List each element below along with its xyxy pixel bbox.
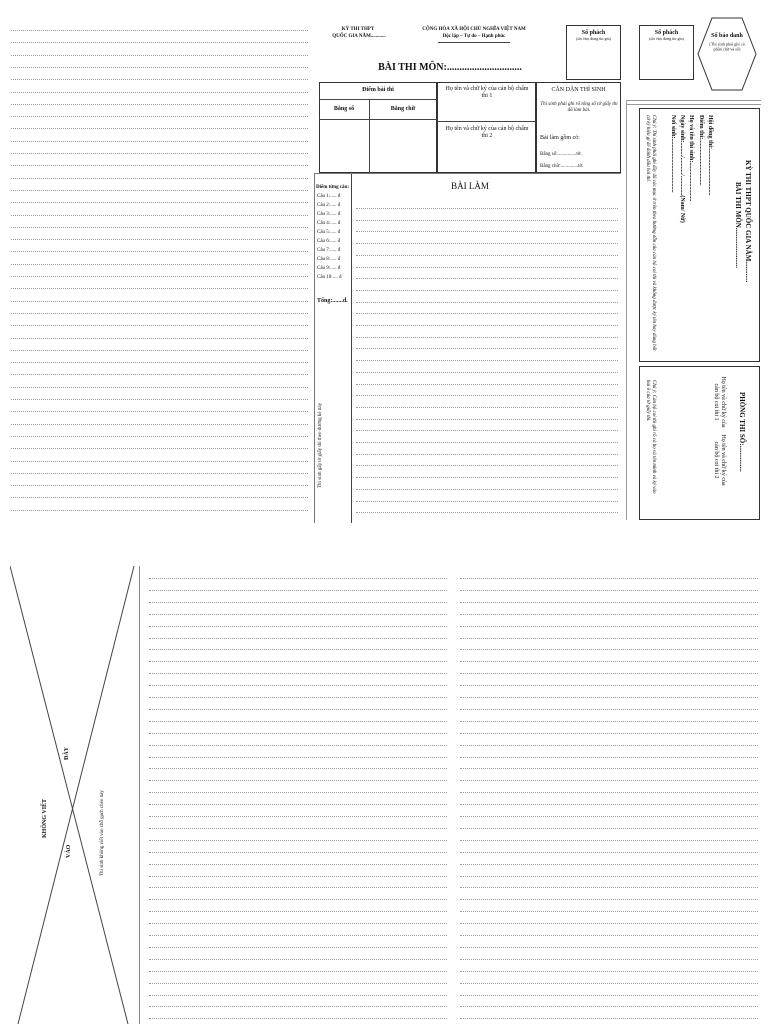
ruled-line — [11, 202, 308, 203]
question-score-5[interactable]: Câu 5:..... đ — [317, 230, 341, 235]
ruled-line — [11, 215, 308, 216]
ruled-line — [11, 276, 308, 277]
question-score-8[interactable]: Câu 8:..... đ — [317, 257, 341, 262]
so-phach-box-2[interactable] — [639, 25, 694, 80]
ruled-line — [11, 288, 308, 289]
ruled-line — [11, 251, 308, 252]
ruled-line — [460, 1018, 758, 1019]
ruled-line — [356, 302, 618, 303]
ruled-line — [11, 227, 308, 228]
ruled-line — [149, 911, 447, 912]
question-score-10[interactable]: Câu 10:.... đ — [317, 275, 342, 280]
no-write-word-3: ĐÂY — [64, 747, 70, 760]
ruled-line — [460, 626, 758, 627]
ruled-line — [11, 239, 308, 240]
ruled-line — [460, 638, 758, 639]
question-score-7[interactable]: Câu 7:..... đ — [317, 248, 341, 253]
side-divider-top-2 — [626, 104, 761, 105]
ruled-line — [149, 649, 447, 650]
ruled-line — [11, 374, 308, 375]
ruled-line — [149, 614, 447, 615]
ruled-line — [356, 313, 618, 314]
ruled-line — [11, 350, 308, 351]
ruled-line — [11, 55, 308, 56]
score-col-words: Bằng chữ — [390, 106, 416, 112]
score-words-field[interactable] — [370, 120, 436, 172]
ruled-line — [149, 661, 447, 662]
ruled-line — [11, 165, 308, 166]
score-number-field[interactable] — [320, 120, 368, 172]
ruled-line — [149, 923, 447, 924]
ruled-line — [460, 899, 758, 900]
ruled-line — [460, 935, 758, 936]
ruled-line — [149, 602, 447, 603]
ruled-line — [356, 255, 618, 256]
ruled-line — [460, 828, 758, 829]
question-score-3[interactable]: Câu 3:..... đ — [317, 212, 341, 217]
question-score-1[interactable]: Câu 1:..... đ — [317, 194, 341, 199]
ruled-line — [149, 959, 447, 960]
ruled-line — [149, 947, 447, 948]
ruled-line — [356, 360, 618, 361]
examiner-1-label: Họ tên và chữ ký của cán bộ chấm thi 1 — [445, 86, 529, 99]
ruled-line — [11, 141, 308, 142]
ruled-line — [460, 721, 758, 722]
ruled-line — [11, 510, 308, 511]
ruled-line — [356, 337, 618, 338]
no-write-cross — [10, 566, 140, 1024]
ruled-line — [149, 578, 447, 579]
ruled-line — [11, 178, 308, 179]
ruled-line — [149, 1006, 447, 1007]
ruled-line — [356, 501, 618, 502]
ruled-line — [11, 436, 308, 437]
ruled-line — [149, 673, 447, 674]
ruled-line — [356, 231, 618, 232]
ruled-line — [356, 395, 618, 396]
ruled-line — [11, 104, 308, 105]
ruled-line — [356, 477, 618, 478]
ruled-line — [11, 325, 308, 326]
ruled-line — [460, 649, 758, 650]
answer-outer-left — [314, 173, 315, 523]
dob-field[interactable]: Ngày sinh:........./.........../.............(Nam/ Nữ) — [679, 115, 685, 223]
candidate-notes-box — [536, 82, 621, 173]
answer-top-line — [314, 173, 621, 174]
ruled-line — [356, 419, 618, 420]
so-phach-note-1: (Do Hội đồng thi ghi) — [576, 37, 611, 42]
ruled-line — [149, 721, 447, 722]
birthplace-field[interactable]: Nơi sinh:.................................... — [670, 115, 676, 193]
ruled-line — [11, 497, 308, 498]
ruled-line — [149, 983, 447, 984]
ruled-line — [149, 840, 447, 841]
ruled-line — [460, 911, 758, 912]
ruled-line — [149, 780, 447, 781]
so-bao-danh-note: (Thí sinh phải ghi cả phần chữ và số) — [709, 42, 745, 53]
candidate-notes-text: Thí sinh phải ghi rõ tổng số tờ giấy thi đã làm bài. — [540, 102, 618, 113]
ruled-line — [149, 733, 447, 734]
ruled-line — [149, 685, 447, 686]
ruled-line — [11, 411, 308, 412]
country-name: CỘNG HÒA XÃ HỘI CHỦ NGHĨA VIỆT NAM — [422, 27, 526, 32]
ruled-line — [149, 792, 447, 793]
ruled-line — [460, 768, 758, 769]
ruled-line — [460, 840, 758, 841]
ruled-line — [356, 430, 618, 431]
total-score[interactable]: Tổng:.......đ. — [317, 298, 348, 304]
ruled-line — [11, 399, 308, 400]
ruled-line — [460, 792, 758, 793]
ruled-line — [149, 876, 447, 877]
ruled-line — [11, 67, 308, 68]
ruled-line — [356, 208, 618, 209]
ruled-line — [149, 757, 447, 758]
no-write-hint: Thí sinh không viết vào chỗ gạch chéo này — [100, 790, 105, 876]
ruled-line — [149, 638, 447, 639]
ruled-line — [149, 899, 447, 900]
ruled-line — [149, 590, 447, 591]
ruled-line — [149, 816, 447, 817]
proctor-2-label: Họ tên và chữ ký của cán bộ coi thi 2 — [713, 434, 726, 486]
ruled-line — [460, 864, 758, 865]
side-divider-top — [626, 100, 761, 101]
name-field[interactable]: Họ và tên thí sinh:.......................... — [688, 115, 694, 202]
ruled-line — [11, 42, 308, 43]
pages-words[interactable]: Bằng chữ:..............tờ. — [540, 164, 584, 169]
ruled-line — [460, 852, 758, 853]
ruled-line — [356, 407, 618, 408]
ruled-line — [11, 153, 308, 154]
answer-title: BÀI LÀM — [451, 181, 489, 191]
ruled-line — [356, 220, 618, 221]
ruled-line — [356, 442, 618, 443]
ruled-line — [356, 325, 618, 326]
answer-margin-line — [351, 173, 352, 523]
ruled-line — [460, 673, 758, 674]
ruled-line — [460, 757, 758, 758]
ruled-line — [356, 290, 618, 291]
ruled-line — [460, 745, 758, 746]
ruled-line — [460, 697, 758, 698]
ruled-line — [11, 461, 308, 462]
ruled-line — [356, 243, 618, 244]
ruled-line — [11, 92, 308, 93]
ruled-line — [149, 995, 447, 996]
ruled-line — [11, 301, 308, 302]
ruled-line — [149, 768, 447, 769]
ruled-line — [149, 1018, 447, 1019]
question-score-4[interactable]: Câu 4:..... đ — [317, 221, 341, 226]
proctor-1-label: Họ tên và chữ ký của cán bộ coi thi 1 — [713, 376, 726, 428]
ruled-line — [460, 602, 758, 603]
ruled-line — [460, 685, 758, 686]
question-score-6[interactable]: Câu 6:..... đ — [317, 239, 341, 244]
score-col-number: Bằng số — [333, 106, 355, 112]
ruled-line — [356, 372, 618, 373]
ruled-line — [460, 590, 758, 591]
ruled-line — [11, 128, 308, 129]
ruled-line — [460, 876, 758, 877]
pages-number[interactable]: Bằng số:...............tờ. — [540, 152, 582, 157]
ruled-line — [149, 887, 447, 888]
fold-note: Thí sinh gấp tờ giấy thi theo đường kẻ này — [318, 402, 323, 488]
ruled-line — [460, 578, 758, 579]
ruled-line — [149, 709, 447, 710]
ruled-line — [460, 661, 758, 662]
ruled-line — [356, 454, 618, 455]
ruled-line — [149, 935, 447, 936]
ruled-line — [356, 489, 618, 490]
ruled-line — [11, 264, 308, 265]
ruled-line — [11, 387, 308, 388]
exam-title-line2: QUỐC GIA NĂM............ — [332, 34, 386, 39]
ruled-line — [460, 959, 758, 960]
ruled-line — [149, 852, 447, 853]
question-score-9[interactable]: Câu 9:..... đ — [317, 266, 341, 271]
candidate-info-note: Chú ý: Thí sinh phải ghi đầy đủ các mục ở trên theo hướng dẫn của cán bộ coi thi và không được ký tên hay dùng bất cứ ký hiệu gì để đánh dấu bài thi. — [645, 115, 656, 351]
ruled-line — [460, 780, 758, 781]
ruled-line — [460, 816, 758, 817]
ruled-line — [149, 864, 447, 865]
question-score-2[interactable]: Câu 2:..... đ — [317, 203, 341, 208]
ruled-line — [149, 745, 447, 746]
ruled-line — [460, 983, 758, 984]
so-phach-title-1: Số phách — [581, 30, 606, 36]
ruled-line — [460, 947, 758, 948]
ruled-line — [11, 116, 308, 117]
ruled-line — [356, 465, 618, 466]
so-phach-title-2: Số phách — [654, 30, 679, 36]
ruled-line — [460, 995, 758, 996]
candidate-notes-title: CĂN DẶN THÍ SINH — [551, 87, 606, 93]
score-table-title: Điểm bài thi — [362, 87, 394, 93]
side-divider-left — [626, 100, 627, 520]
ruled-line — [11, 338, 308, 339]
ruled-line — [11, 30, 308, 31]
margin-divider — [139, 566, 140, 1024]
no-write-word-2: VÀO — [66, 844, 72, 858]
ruled-line — [460, 887, 758, 888]
ruled-line — [460, 733, 758, 734]
ruled-line — [460, 804, 758, 805]
ruled-line — [356, 267, 618, 268]
room-info-note: Chú ý: Cán bộ coi thi ghi rõ cả họ và tên mình và ký vào hai ô của tờ giấy thi. — [645, 380, 656, 494]
ruled-line — [356, 278, 618, 279]
side-heading-1: KỲ THI THPT QUỐC GIA NĂM............ — [744, 160, 752, 283]
so-bao-danh-title: Số báo danh — [711, 33, 743, 39]
motto-underline — [438, 42, 510, 43]
so-phach-box-1[interactable] — [566, 25, 621, 80]
ruled-line — [460, 1006, 758, 1007]
ruled-line — [149, 804, 447, 805]
room-number-field[interactable]: PHÒNG THI SỐ:............... — [738, 392, 746, 472]
ruled-line — [356, 384, 618, 385]
pages-label: Bài làm gồm có: — [540, 135, 580, 141]
site-field[interactable]: Điểm thi:............................... — [698, 115, 704, 186]
side-heading-2: BÀI THI MÔN....................... — [734, 182, 742, 269]
ruled-line — [149, 626, 447, 627]
ruled-line — [149, 697, 447, 698]
ruled-line — [149, 971, 447, 972]
national-motto: Độc lập – Tự do – Hạnh phúc — [442, 34, 506, 39]
score-table-divider — [319, 99, 437, 100]
examiner-2-label: Họ tên và chữ ký của cán bộ chấm thi 2 — [445, 126, 529, 139]
council-field[interactable]: Hội đồng thi:............................... — [707, 115, 713, 196]
so-bao-danh-hexagon[interactable] — [697, 17, 757, 91]
examiners-divider — [437, 121, 536, 122]
question-scores-title: Điểm từng câu: — [316, 185, 349, 190]
ruled-line — [460, 614, 758, 615]
ruled-line — [11, 79, 308, 80]
ruled-line — [356, 512, 618, 513]
so-phach-note-2: (Do Hội đồng thi ghi) — [649, 37, 684, 42]
ruled-line — [356, 348, 618, 349]
ruled-line — [460, 971, 758, 972]
ruled-line — [11, 190, 308, 191]
ruled-line — [149, 828, 447, 829]
exam-title-line1: KỲ THI THPT — [341, 27, 375, 32]
ruled-line — [11, 473, 308, 474]
ruled-line — [460, 709, 758, 710]
ruled-line — [11, 424, 308, 425]
ruled-line — [11, 485, 308, 486]
ruled-line — [460, 923, 758, 924]
ruled-line — [11, 448, 308, 449]
subject-title: BÀI THI MÔN:.............................. — [378, 62, 522, 73]
ruled-line — [11, 362, 308, 363]
no-write-word-1: KHÔNG VIẾT — [42, 798, 48, 838]
ruled-line — [11, 313, 308, 314]
